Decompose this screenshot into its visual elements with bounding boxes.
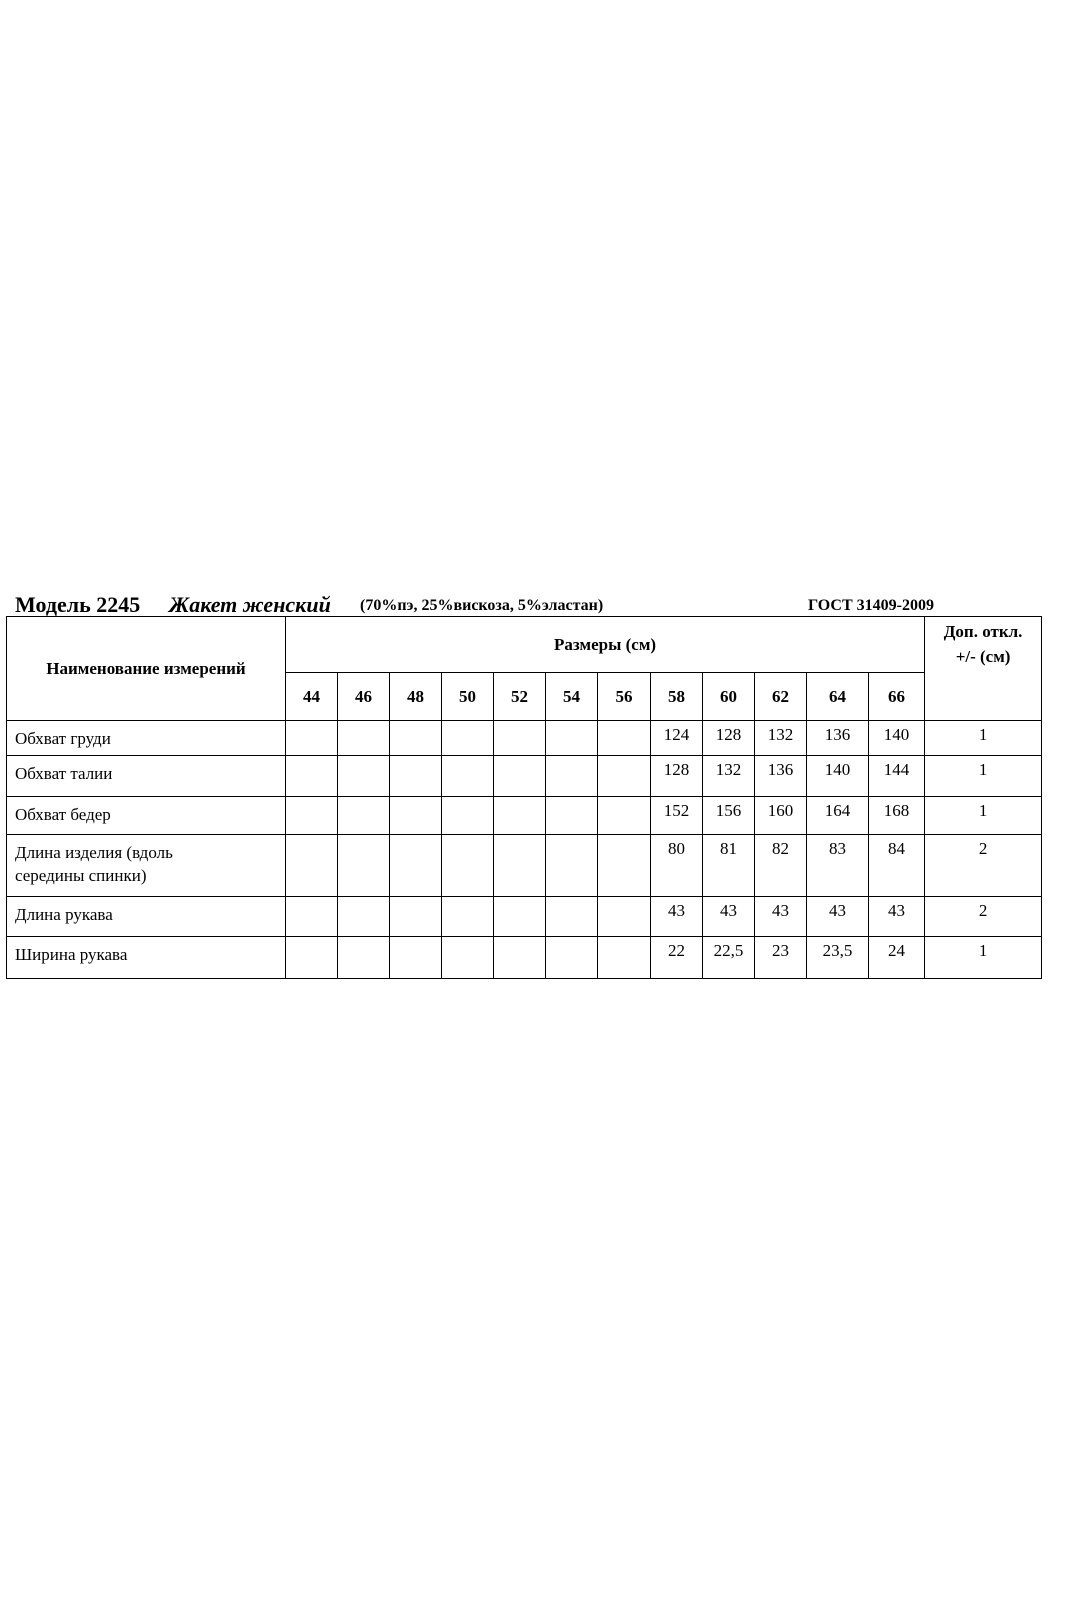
size-header-cell: 46 — [338, 673, 390, 721]
measurement-label: Обхват груди — [7, 721, 286, 756]
measurement-value-cell: 124 — [651, 721, 703, 756]
fabric-composition: (70%пэ, 25%вискоза, 5%эластан) — [360, 597, 604, 614]
measurement-value-cell — [390, 756, 442, 797]
measurement-value-cell: 136 — [755, 756, 807, 797]
size-header-cell: 48 — [390, 673, 442, 721]
measurement-value-cell: 132 — [703, 756, 755, 797]
measurement-value-cell: 140 — [807, 756, 869, 797]
measurement-value-cell — [286, 721, 338, 756]
size-header-cell: 66 — [869, 673, 925, 721]
measurement-value-cell: 128 — [703, 721, 755, 756]
size-header-cell: 62 — [755, 673, 807, 721]
measurement-value-cell — [442, 835, 494, 897]
measurement-value-cell — [286, 797, 338, 835]
measurement-label-line: середины спинки) — [15, 866, 147, 885]
measurement-row — [7, 756, 1042, 797]
measurement-value-cell — [546, 797, 598, 835]
measurement-row — [7, 937, 1042, 979]
measurement-value-cell — [546, 897, 598, 937]
measurement-value-cell — [494, 797, 546, 835]
measurement-value-cell: 168 — [869, 797, 925, 835]
measurement-value-cell — [390, 937, 442, 979]
measurement-value-cell: 23,5 — [807, 937, 869, 979]
size-header-cell: 56 — [598, 673, 651, 721]
measurement-value-cell — [338, 797, 390, 835]
deviation-header-line1: Доп. откл. — [943, 622, 1023, 641]
size-header-cell: 58 — [651, 673, 703, 721]
measurement-value-cell: 22,5 — [703, 937, 755, 979]
measurement-value-cell — [286, 937, 338, 979]
measurement-value-cell: 84 — [869, 835, 925, 897]
measurement-value-cell: 82 — [755, 835, 807, 897]
deviation-header — [925, 617, 1042, 721]
measurement-value-cell — [598, 937, 651, 979]
measurement-value-cell — [338, 897, 390, 937]
measurement-value-cell: 132 — [755, 721, 807, 756]
measurement-value-cell — [494, 835, 546, 897]
measurement-value-cell: 83 — [807, 835, 869, 897]
measure-name-header: Наименование измерений — [7, 617, 286, 721]
measurement-value-cell: 24 — [869, 937, 925, 979]
measurement-value-cell — [598, 721, 651, 756]
measurement-value-cell — [390, 797, 442, 835]
measurement-value-cell — [286, 756, 338, 797]
measurement-value-cell — [598, 797, 651, 835]
measurement-value-cell: 152 — [651, 797, 703, 835]
measurement-value-cell — [390, 897, 442, 937]
deviation-value-cell: 2 — [925, 835, 1042, 897]
size-header-cell: 44 — [286, 673, 338, 721]
measurement-value-cell: 160 — [755, 797, 807, 835]
measurement-value-cell: 136 — [807, 721, 869, 756]
measurement-value-cell — [598, 897, 651, 937]
size-table — [6, 616, 1042, 979]
deviation-header-line2: +/- (см) — [955, 647, 1011, 666]
model-number: Модель 2245 — [15, 592, 141, 617]
measurement-value-cell — [494, 897, 546, 937]
measurement-label — [7, 835, 286, 897]
sizes-header: Размеры (см) — [286, 617, 925, 673]
measurement-value-cell — [442, 797, 494, 835]
measurement-value-cell: 43 — [651, 897, 703, 937]
size-header-cell: 60 — [703, 673, 755, 721]
measurement-value-cell — [338, 937, 390, 979]
deviation-value-cell: 2 — [925, 897, 1042, 937]
measurement-value-cell: 140 — [869, 721, 925, 756]
size-header-cell: 52 — [494, 673, 546, 721]
measurement-value-cell — [598, 835, 651, 897]
measurement-value-cell — [390, 835, 442, 897]
deviation-value-cell: 1 — [925, 937, 1042, 979]
measurement-value-cell — [286, 897, 338, 937]
gost-standard: ГОСТ 31409-2009 — [808, 597, 934, 614]
title-line — [15, 592, 1055, 618]
measurement-value-cell: 164 — [807, 797, 869, 835]
measurement-value-cell: 43 — [755, 897, 807, 937]
size-header-cell: 54 — [546, 673, 598, 721]
measurement-row — [7, 721, 1042, 756]
measurement-value-cell: 156 — [703, 797, 755, 835]
measurement-value-cell — [546, 937, 598, 979]
deviation-value-cell: 1 — [925, 721, 1042, 756]
measurement-label: Ширина рукава — [7, 937, 286, 979]
measurement-value-cell — [338, 835, 390, 897]
deviation-value-cell: 1 — [925, 756, 1042, 797]
measurement-value-cell — [442, 897, 494, 937]
deviation-value-cell: 1 — [925, 797, 1042, 835]
measurement-row — [7, 835, 1042, 897]
measurement-value-cell: 128 — [651, 756, 703, 797]
measurement-value-cell — [442, 937, 494, 979]
measurement-row — [7, 797, 1042, 835]
measurement-label-line: Длина изделия (вдоль — [15, 843, 173, 862]
measurement-value-cell — [338, 756, 390, 797]
measurement-value-cell — [390, 721, 442, 756]
measurement-label: Обхват бедер — [7, 797, 286, 835]
measurement-value-cell — [598, 756, 651, 797]
measurement-value-cell: 43 — [807, 897, 869, 937]
measurement-row — [7, 897, 1042, 937]
measurement-value-cell — [494, 756, 546, 797]
measurement-value-cell — [494, 721, 546, 756]
measurement-value-cell: 80 — [651, 835, 703, 897]
measurement-value-cell: 23 — [755, 937, 807, 979]
measurement-value-cell: 144 — [869, 756, 925, 797]
measurement-value-cell: 22 — [651, 937, 703, 979]
measurement-label: Обхват талии — [7, 756, 286, 797]
measurement-value-cell — [494, 937, 546, 979]
measurement-value-cell: 43 — [703, 897, 755, 937]
product-name: Жакет женский — [169, 592, 331, 617]
measurement-value-cell — [286, 835, 338, 897]
measurement-value-cell — [442, 756, 494, 797]
header-row-top — [7, 617, 1042, 673]
size-header-cell: 64 — [807, 673, 869, 721]
measurement-label: Длина рукава — [7, 897, 286, 937]
size-header-cell: 50 — [442, 673, 494, 721]
measurement-value-cell: 81 — [703, 835, 755, 897]
measurement-value-cell — [546, 721, 598, 756]
measurement-value-cell — [546, 835, 598, 897]
measurement-value-cell — [338, 721, 390, 756]
measurement-value-cell — [546, 756, 598, 797]
measurement-value-cell: 43 — [869, 897, 925, 937]
measurement-value-cell — [442, 721, 494, 756]
